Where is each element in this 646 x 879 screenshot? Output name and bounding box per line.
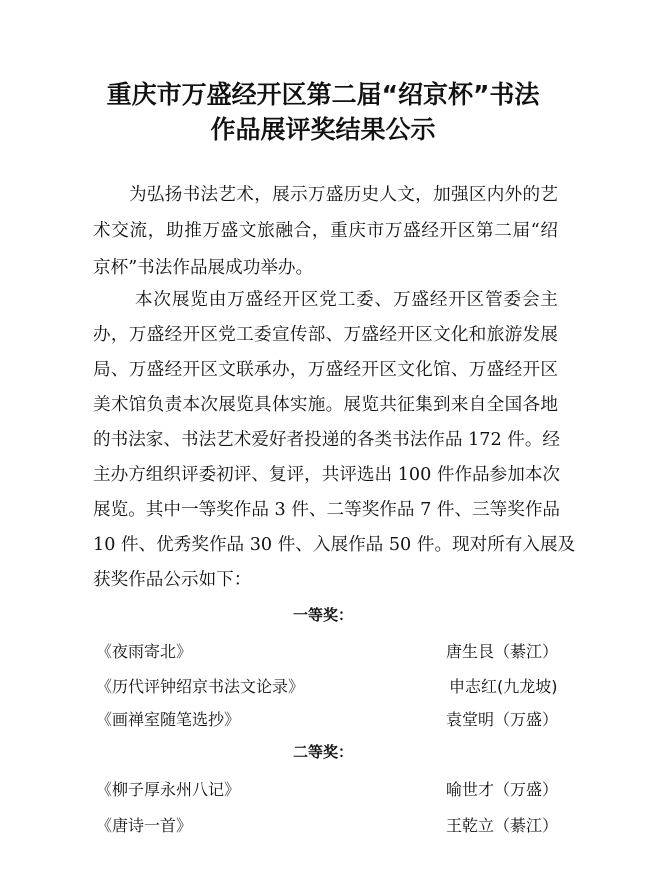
text-line: 的书法家、书法艺术爱好者投递的各类书法作品 172 件。经 — [93, 430, 561, 450]
text-line: 京杯”书法作品展成功举办。 — [93, 258, 314, 278]
award-heading-second-prize: 二等奖： — [292, 743, 353, 761]
award-work-title: 《唐诗一首》 — [96, 816, 193, 835]
award-author: 喻世才（万盛） — [446, 780, 559, 799]
award-work-title: 《柳子厚永州八记》 — [96, 780, 241, 799]
award-author: 申志红(九龙坡) — [449, 677, 558, 696]
text-line: 10 件、优秀奖作品 30 件、入展作品 50 件。现对所有入展及 — [93, 535, 576, 555]
text-line: 局、万盛经开区文联承办，万盛经开区文化馆、万盛经开区 — [93, 360, 558, 380]
text-line: 主办方组织评委初评、复评，共评选出 100 件作品参加本次 — [93, 465, 561, 485]
award-heading-first-prize: 一等奖： — [292, 606, 353, 624]
text-line: 美术馆负责本次展览具体实施。展览共征集到来自全国各地 — [93, 395, 558, 415]
text-line: 为弘扬书法艺术，展示万盛历史人文，加强区内外的艺 — [129, 185, 558, 205]
award-work-title: 《夜雨寄北》 — [96, 642, 193, 661]
document-title-line-1: 重庆市万盛经开区第二届“绍京杯”书法 — [106, 80, 540, 109]
text-line: 本次展览由万盛经开区党工委、万盛经开区管委会主 — [135, 290, 558, 310]
text-line: 获奖作品公示如下： — [93, 570, 252, 590]
document-title-line-2: 作品展评奖结果公示 — [210, 115, 436, 144]
award-author: 袁堂明（万盛） — [446, 710, 559, 729]
award-author: 唐生艮（綦江） — [446, 642, 559, 661]
award-author: 王乾立（綦江） — [446, 816, 559, 835]
text-line: 展览。其中一等奖作品 3 件、二等奖作品 7 件、三等奖作品 — [93, 500, 561, 520]
award-work-title: 《画禅室随笔选抄》 — [96, 710, 241, 729]
text-line: 办，万盛经开区党工委宣传部、万盛经开区文化和旅游发展 — [93, 325, 558, 345]
award-work-title: 《历代评钟绍京书法文论录》 — [96, 677, 305, 696]
text-line: 术交流，助推万盛文旅融合，重庆市万盛经开区第二届“绍 — [93, 221, 558, 241]
